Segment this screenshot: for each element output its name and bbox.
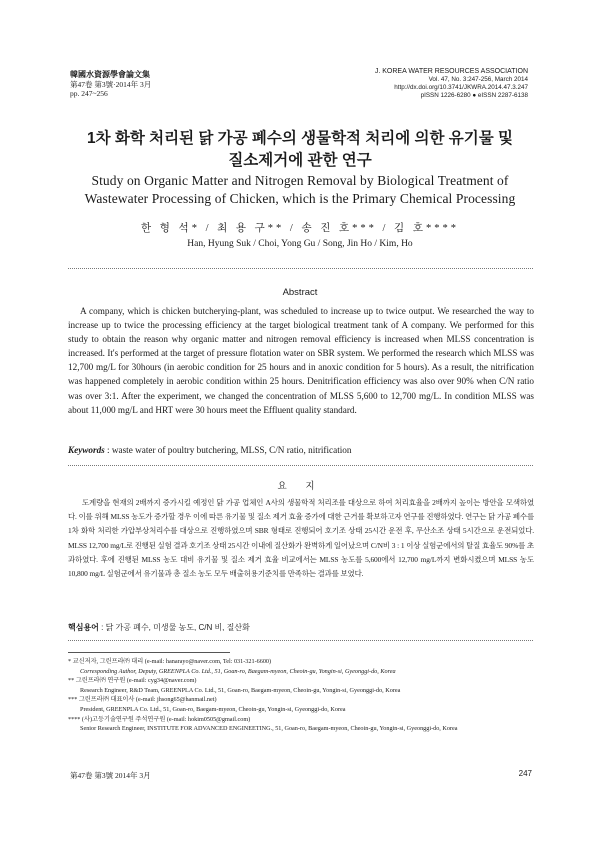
keywords-ko bbox=[68, 622, 534, 633]
divider-mid bbox=[68, 465, 533, 466]
divider-bottom bbox=[68, 640, 533, 641]
keywords-en bbox=[68, 444, 534, 457]
title-english bbox=[40, 172, 560, 208]
footnote-1-ko: * 교신저자, 그린프라㈜ 대리 (e-mail: hanarayo@naver.com, Tel: 031-321-6600) bbox=[68, 658, 272, 665]
footnote-3-ko: *** 그린프라㈜ 대표이사 (e-mail: jhsong65@hanmail.net) bbox=[68, 696, 217, 704]
keywords-label: Keywords bbox=[68, 445, 105, 455]
issue-ko: 第47卷 第3號·2014年 3月 bbox=[70, 79, 152, 89]
journal-header-right bbox=[375, 68, 528, 100]
footnote-2-ko: ** 그린프라㈜ 연구원 (e-mail: cyg34@naver.com) bbox=[68, 677, 197, 685]
page-range: pp. 247~256 bbox=[70, 89, 108, 98]
footnote-4-en: Senior Research Engineer, INSTITUTE FOR ADVANCED ENGINEETING., 51, Goan-ro, Baegam-myeon, Cheoin-gu, Yongin-si, Gyeonggi-do, Korea bbox=[80, 725, 458, 733]
title-korean bbox=[40, 128, 560, 172]
title-en-line2: Wastewater Processing of Chicken, which is the Primary Chemical Processing bbox=[84, 191, 516, 206]
doi-link[interactable]: http://dx.doi.org/10.3741/JKWRA.2014.47.3.247 bbox=[394, 84, 528, 91]
journal-header-left bbox=[70, 70, 151, 99]
abstract-heading: Abstract bbox=[282, 287, 318, 298]
footnote-2-en: Research Engineer, R&D Team, GREENPLA Co. Ltd., 51, Goan-ro, Baegam-myeon, Cheoin-gu, Yongin-si, Gyeonggi-do, Korea bbox=[80, 686, 401, 694]
title-ko-line2: 질소제거에 관한 연구 bbox=[228, 152, 372, 169]
authors-english: Han, Hyung Suk / Choi, Yong Gu / Song, Jin Ho / Kim, Ho bbox=[187, 239, 413, 249]
issn: pISSN 1226-6280 ● eISSN 2287-6138 bbox=[420, 92, 528, 99]
title-en-line1: Study on Organic Matter and Nitrogen Removal by Biological Treatment of bbox=[91, 173, 509, 188]
footnote-1-en: Corresponding Author, Deputy, GREENPLA Co. Ltd., 51, Goan-ro, Baegam-myeon, Cheoin-gu, Yongin-si, Gyeonggi-do, Korea bbox=[80, 667, 396, 675]
footnote-4-ko: **** (사)고등기술연구원 주석연구원 (e-mail: hokim0505@gmail.com) bbox=[68, 715, 251, 723]
summary-heading: 요 지 bbox=[277, 481, 323, 492]
keywords-ko-list: : 닭 가공 폐수, 미생물 농도, C/N 비, 질산화 bbox=[101, 623, 250, 632]
footnote-rule bbox=[68, 652, 230, 653]
volume-info: Vol. 47, No. 3:247-256, March 2014 bbox=[428, 76, 528, 83]
abstract-body: A company, which is chicken butcherying-plant, was scheduled to increase up to twice output. We researched the way to increase up to twice the processing efficiency at the target biological treatment tank of A company. We performed for this study to obtain the reason why organic matter and nitrogen removal efficiency is increased when MLSS concentration is increased. It's performed at the target of pressure flotation water on SBR system. We performed the research which MLSS was 12,700 mg/L for 30hours (in aerobic condition for 25 hours and in anoxic condition for 5 hours). As a result, the nitrification was happened completely in aerobic condition within 25 hours. Denitrification efficiency was also over 90% when C/N ratio was over 3:1. After the experiment, we changed the concentration of MLSS 5,600 to 12,700 mg/L. In condition MLSS was about 11,000 mg/L and HRT were 30 hours meet the Effluent quality standard. bbox=[68, 306, 534, 415]
journal-name-ko: 韓國水資源學會論文集 bbox=[70, 70, 150, 79]
keywords-ko-label: 핵심용어 bbox=[68, 623, 99, 632]
footnote-3-en: President, GREENPLA Co. Ltd., 51, Goan-ro, Baegam-myeon, Cheoin-gu, Yongin-si, Gyeonggi-do, Korea bbox=[80, 705, 346, 713]
title-ko-line1: 1차 화학 처리된 닭 가공 폐수의 생물학적 처리에 의한 유기물 및 bbox=[86, 130, 513, 147]
divider-top bbox=[68, 268, 533, 269]
keywords-list: : waste water of poultry butchering, MLSS, C/N ratio, nitrification bbox=[107, 445, 352, 455]
footnotes bbox=[68, 657, 538, 734]
authors-korean: 한 형 석* / 최 용 구** / 송 진 호*** / 김 호**** bbox=[141, 223, 459, 234]
summary-body: 도계량을 현재의 2배까지 증가시킬 예정인 닭 가공 업체인 A사의 생물학적 처리조를 대상으로 하여 처리효율을 2배까지 높이는 방안을 모색하였다. 이를 위해 MLSS 농도가 증가할 경우 이에 따른 유기물 및 질소 제거 효율 증가에 대한 근거를 확보하고자 연구를 진행하였다. 연구는 닭 가공 폐수를 1차 화학 처리한 가압부상처리수를 대상으로 진행하였으며 SBR 형태로 진행되어 호기조 상태 25시간 운전 후, 무산소조 상태 5시간으로 운전되었다. MLSS 12,700 mg/L로 진행된 실험 결과 호기조 상태 25시간 이내에 질산화가 완벽하게 일어났으며 C/N비 3 : 1 이상 실험군에서의 탈질 효율도 90%를 초과하였다. 후에 진행된 MLSS 농도 대비 유기물 및 질소 제거 효율 비교에서는 MLSS 농도를 5,600에서 12,700 mg/L까지 변화시켰으며 MLSS 농도 10,800 mg/L 실험군에서 유기물과 총 질소 농도 모두 배출허용기준치를 만족하는 결과를 보였다. bbox=[68, 498, 534, 579]
footer-issue: 第47卷 第3號 2014年 3月 bbox=[70, 771, 151, 780]
page-number: 247 bbox=[518, 769, 532, 778]
journal-name-en: J. KOREA WATER RESOURCES ASSOCIATION bbox=[374, 68, 528, 75]
